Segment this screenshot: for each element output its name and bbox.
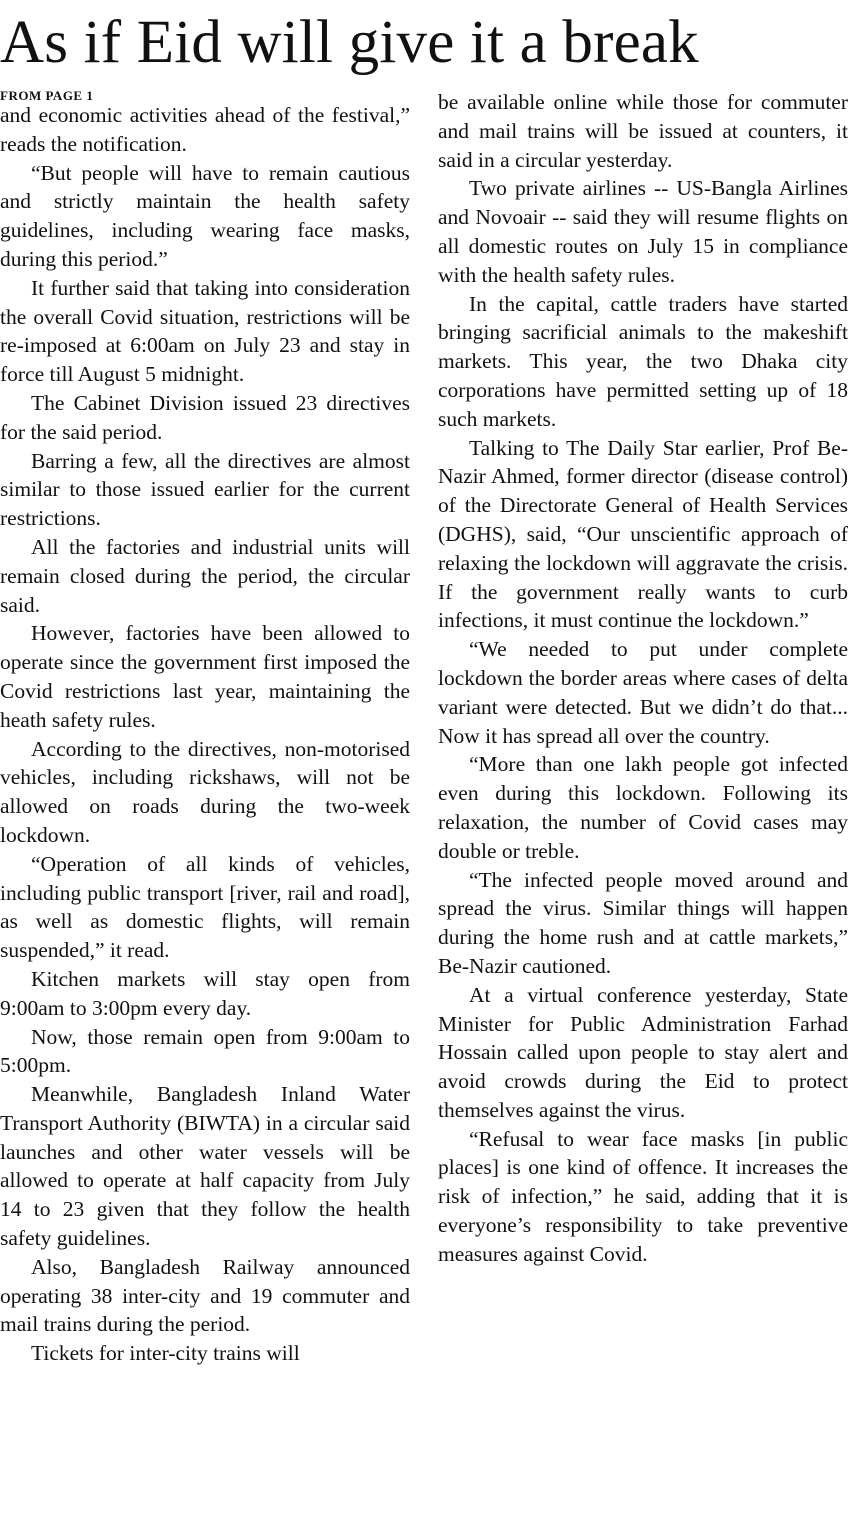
paragraph: Also, Bangladesh Railway announced operating 38 inter-city and 19 commuter and mail trains during the period. [0,1254,410,1337]
paragraph: “Refusal to wear face masks [in public places] is one kind of offence. It increases the risk of infection,” he said, adding that it is everyone’s responsibility to take preventive measures against Covid. [438,1126,848,1266]
paragraph: Tickets for inter-city trains will [31,1341,300,1366]
paragraph: Meanwhile, Bangladesh Inland Water Transport Authority (BIWTA) in a circular said launches and other water vessels will be allowed to operate at half capacity from July 14 to 23 given that they follow the health safety guidelines. [0,1082,410,1251]
left-paragraphs [0,101,410,1368]
article-column-left [0,88,410,1368]
right-paragraphs [438,88,848,1269]
paragraph: At a virtual conference yesterday, State Minister for Public Administration Farhad Hossain called upon people to stay alert and avoid crowds during the Eid to protect themselves against the virus. [438,982,848,1122]
headline: As if Eid will give it a break [0,9,699,76]
paragraph: “But people will have to remain cautious and strictly maintain the health safety guidelines, including wearing face masks, during this period.” [0,160,410,271]
article-column-right [438,88,848,1269]
paragraph: “More than one lakh people got infected even during this lockdown. Following its relaxation, the number of Covid cases may double or treble. [438,752,848,863]
paragraph: However, factories have been allowed to operate since the government first imposed the Covid restrictions last year, maintaining the heath safety rules. [0,621,410,732]
paragraph: It further said that taking into consideration the overall Covid situation, restrictions will be re-imposed at 6:00am on July 23 and stay in force till August 5 midnight. [0,275,410,387]
paragraph: The Cabinet Division issued 23 directives for the said period. [0,390,410,444]
paragraph: “The infected people moved around and spread the virus. Similar things will happen during the home rush and at cattle markets,” Be-Nazir cautioned. [438,867,848,978]
paragraph: “Operation of all kinds of vehicles, including public transport [river, rail and road], as well as domestic flights, will remain suspended,” it read. [0,851,410,963]
paragraph: In the capital, cattle traders have started bringing sacrificial animals to the makeshift markets. This year, the two Dhaka city corporations have permitted setting up of 18 such markets. [438,291,848,431]
paragraph: Two private airlines -- US-Bangla Airlines and Novoair -- said they will resume flights on all domestic routes on July 15 in compliance with the health safety rules. [438,176,848,287]
paragraph: Now, those remain open from 9:00am to 5:00pm. [0,1024,410,1078]
jump-line: FROM PAGE 1 [0,88,94,103]
paragraph: All the factories and industrial units will remain closed during the period, the circular said. [0,534,410,617]
paragraph: Kitchen markets will stay open from 9:00am to 3:00pm every day. [0,966,410,1020]
paragraph: and economic activities ahead of the festival,” reads the notification. [0,103,410,156]
paragraph: “We needed to put under complete lockdown the border areas where cases of delta variant were detected. But we didn’t do that... Now it has spread all over the country. [438,637,848,748]
paragraph: According to the directives, non-motorised vehicles, including rickshaws, will not be allowed on roads during the two-week lockdown. [0,736,410,847]
paragraph: be available online while those for commuter and mail trains will be issued at counters, it said in a circular yesterday. [438,90,848,172]
paragraph: Talking to The Daily Star earlier, Prof Be-Nazir Ahmed, former director (disease control) of the Directorate General of Health Services (DGHS), said, “Our unscientific approach of relaxing the lockdown will aggravate the crisis. If the government really wants to curb infections, it must continue the lockdown.” [438,435,848,633]
paragraph: Barring a few, all the directives are almost similar to those issued earlier for the current restrictions. [0,448,410,531]
